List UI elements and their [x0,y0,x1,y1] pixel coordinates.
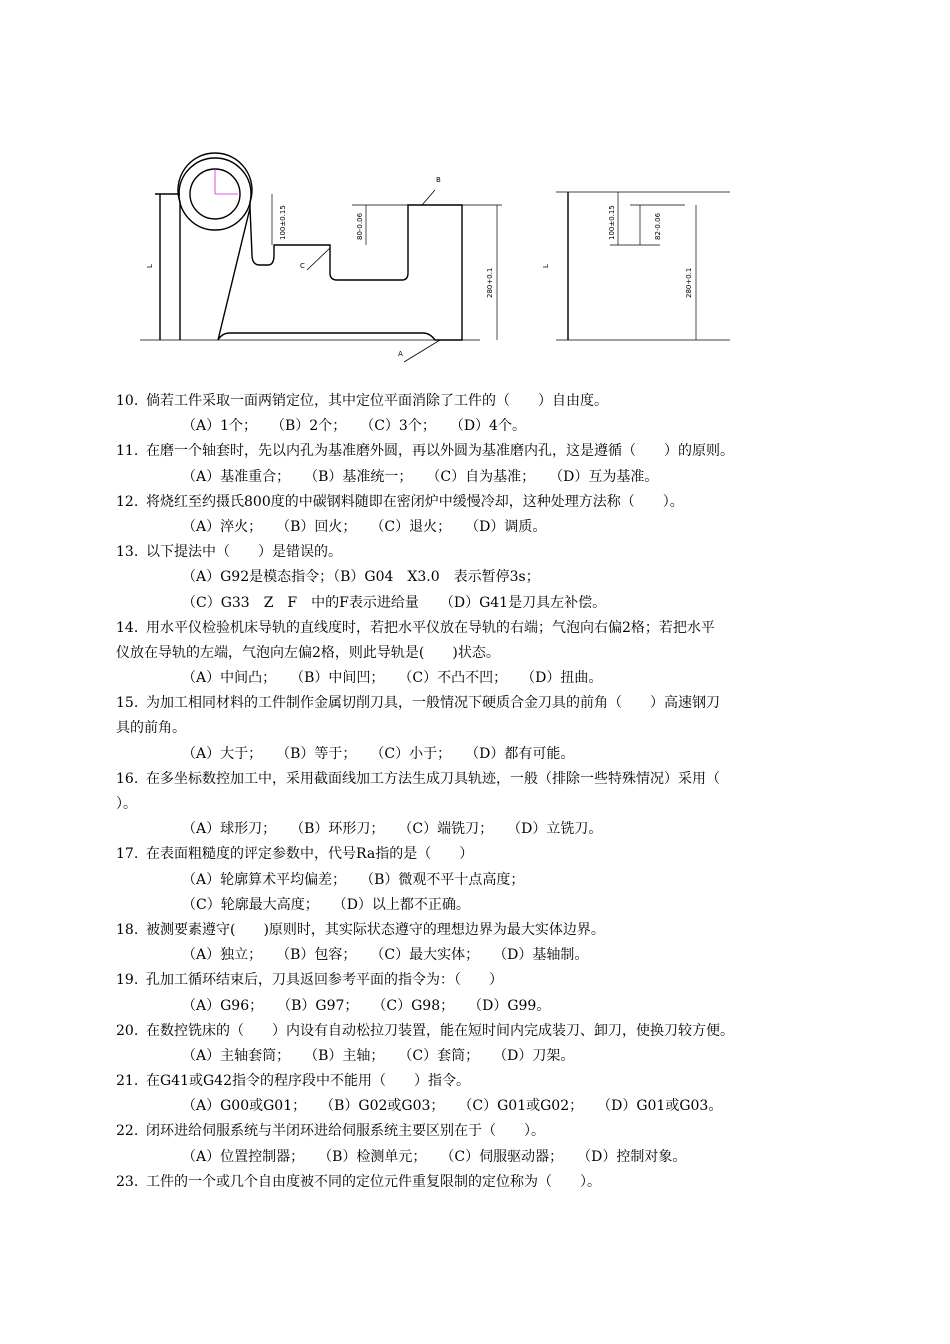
part-drawing-svg [140,150,730,375]
question-line [116,540,851,565]
question-number: 16. [116,770,139,787]
answer-options [116,817,851,842]
line-text: （C）G33 Z F 中的F表示进给量 （D）G41是刀具左补偿。 [182,594,607,611]
dim-80: 80-0.06 [356,212,364,240]
label-B: B [436,176,441,184]
line-text: 被测要素遵守( )原则时，其实际状态遵守的理想边界为最大实体边界。 [146,921,605,938]
line-text: 在G41或G42指令的程序段中不能用（ ）指令。 [146,1073,470,1090]
line-text: （A）1个； （B）2个； （C）3个； （D）4个。 [182,418,526,435]
part-outline [178,153,462,340]
line-text: 具的前角。 [116,720,186,737]
line-text: （A）G92是模态指令；（B）G04 X3.0 表示暂停3s； [182,569,540,586]
question-line [116,918,851,943]
question-line [116,1170,851,1195]
line-text: （A）球形刀； （B）环形刀； （C）端铣刀； （D）立铣刀。 [182,821,603,838]
leader-B [422,190,435,205]
line-text: （A）淬火； （B）回火； （C）退火； （D）调质。 [182,518,547,535]
question-line [116,439,851,464]
line-text: 闭环进给伺服系统与半闭环进给伺服系统主要区别在于（ ）。 [146,1123,545,1140]
answer-options [116,742,851,767]
dim-100: 100±0.15 [279,205,287,240]
line-text: （C）轮廓最大高度； （D）以上都不正确。 [182,896,470,913]
answer-options [116,465,851,490]
line-text: （A）独立； （B）包容； （C）最大实体； （D）基轴制。 [182,947,589,964]
answer-options [116,565,851,590]
answer-options [116,414,851,439]
answer-options [116,868,851,893]
question-number: 14. [116,619,139,636]
dim-82: 82-0.06 [654,212,662,240]
question-number: 15. [116,695,139,712]
answer-options [116,666,851,691]
question-number: 11. [116,443,139,460]
line-text: （A）位置控制器； （B）检测单元； （C）伺服驱动器； （D）控制对象。 [182,1148,687,1165]
answer-options [116,515,851,540]
question-number: 10. [116,393,139,409]
label-L-right: L [542,264,550,268]
line-text: （A）大于； （B）等于； （C）小于； （D）都有可能。 [182,745,575,762]
question-number: 12. [116,493,139,510]
question-number: 19. [116,972,139,989]
question-line [116,389,851,414]
answer-options [116,994,851,1019]
line-text: 在多坐标数控加工中，采用截面线加工方法生成刀具轨迹，一般（排除一些特殊情况）采用（ [146,770,720,787]
line-text: 工件的一个或几个自由度被不同的定位元件重复限制的定位称为（ ）。 [146,1173,601,1190]
line-text: 在表面粗糙度的评定参数中，代号Ra指的是（ ） [146,846,474,863]
leader-C [307,248,330,270]
answer-options [116,1145,851,1170]
question-list [116,389,851,1195]
line-text: 将烧红至约摄氏800度的中碳钢料随即在密闭炉中缓慢冷却，这种处理方法称（ ）。 [146,493,684,510]
line-text: 倘若工件采取一面两销定位，其中定位平面消除了工件的（ ）自由度。 [146,393,608,409]
answer-options [116,893,851,918]
label-L-left: L [146,264,154,268]
leader-A [404,340,440,362]
dim-100-right: 100±0.15 [608,205,616,240]
question-number: 23. [116,1173,139,1190]
line-text: 在数控铣床的（ ）内设有自动松拉刀装置，能在短时间内完成装刀、卸刀，使换刀较方便。 [146,1022,734,1039]
line-text: 仪放在导轨的左端，气泡向左偏2格，则此导轨是( )状态。 [116,644,500,661]
question-number: 17. [116,846,139,863]
line-text: （A）主轴套筒； （B）主轴； （C）套筒； （D）刀架。 [182,1047,575,1064]
dim-280-right: 280+0.1 [685,267,693,298]
line-text: （A）基准重合； （B）基准统一； （C）自为基准； （D）互为基准。 [182,468,659,485]
line-text: 孔加工循环结束后，刀具返回参考平面的指令为：（ ） [146,972,503,989]
answer-options [116,591,851,616]
question-number: 13. [116,544,139,561]
answer-options [116,943,851,968]
line-text: 用水平仪检验机床导轨的直线度时，若把水平仪放在导轨的右端；气泡向右偏2格；若把水平 [146,619,715,636]
answer-options [116,1044,851,1069]
line-text: （A）轮廓算术平均偏差； （B）微观不平十点高度； [182,871,525,888]
question-number: 18. [116,921,139,938]
label-C: C [300,262,305,270]
line-text: 为加工相同材料的工件制作金属切削刀具，一般情况下硬质合金刀具的前角（ ）高速钢刀 [146,695,720,712]
line-text: 在磨一个轴套时，先以内孔为基准磨外圆，再以外圆为基准磨内孔，这是遵循（ ）的原则。 [146,443,734,460]
question-line [116,1069,851,1094]
question-number: 21. [116,1073,139,1090]
line-text: （A）中间凸； （B）中间凹； （C）不凸不凹； （D）扭曲。 [182,670,603,687]
line-text: （A）G96； （B）G97； （C）G98； （D）G99。 [182,997,551,1014]
question-number: 20. [116,1022,139,1039]
question-line [116,1019,851,1044]
question-continuation [116,641,851,666]
line-text: 以下提法中（ ）是错误的。 [146,544,342,561]
question-line [116,490,851,515]
question-continuation [116,792,851,817]
question-number: 22. [116,1123,139,1140]
line-text: （A）G00或G01； （B）G02或G03； （C）G01或G02； （D）G01或G03。 [182,1098,723,1115]
line-text: ）。 [116,796,137,812]
dim-280: 280+0.1 [486,267,494,298]
technical-drawing [140,150,730,375]
label-A: A [398,350,403,358]
answer-options [116,1094,851,1119]
question-continuation [116,716,851,741]
question-line [116,842,851,867]
question-line [116,968,851,993]
question-line [116,691,851,716]
question-line [116,1119,851,1144]
question-line [116,767,851,792]
question-line [116,616,851,641]
